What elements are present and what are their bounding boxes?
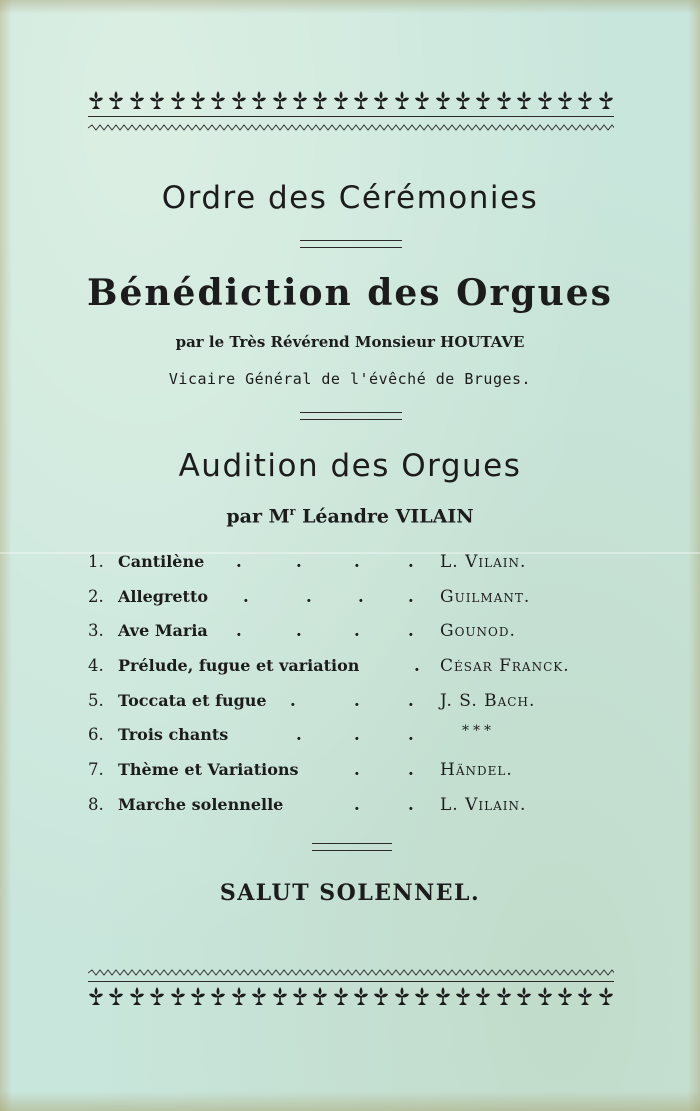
fleuron-icon [414, 90, 430, 112]
program-composer: Gounod. [440, 621, 516, 642]
performer-name: Léandre VILAIN [302, 505, 474, 528]
fleuron-icon [516, 986, 532, 1008]
fleuron-icon [598, 90, 614, 112]
fleuron-icon [170, 90, 186, 112]
fleuron-icon [108, 986, 124, 1008]
wave-line [88, 970, 614, 975]
program-piece: Prélude, fugue et variation [118, 656, 360, 676]
program-composer: J. S. Bach. [440, 690, 536, 711]
fleuron-icon [88, 90, 104, 112]
performer-line [0, 505, 700, 527]
program-number: 7. [88, 760, 104, 780]
fleuron-icon [435, 986, 451, 1008]
fleuron-icon [231, 986, 247, 1008]
program-composer-stars: *** [462, 723, 495, 740]
performer-prefix: par M [226, 505, 290, 528]
fleuron-icon [435, 90, 451, 112]
fleuron-icon [149, 986, 165, 1008]
officiant-line [0, 333, 700, 351]
fleuron-icon [88, 986, 104, 1008]
bottom-ornament-border [88, 962, 614, 1008]
fleuron-icon [537, 986, 553, 1008]
program-number: 8. [88, 794, 104, 814]
fleuron-icon [108, 90, 124, 112]
performer-prefix-sup: r [289, 505, 296, 518]
program-row: 7. . . Thème et Variations Händel. [88, 760, 513, 781]
fleuron-icon [598, 986, 614, 1008]
paper-edge-right [688, 0, 700, 1111]
divider-3 [312, 843, 392, 851]
fleuron-icon [537, 90, 553, 112]
officiant-prefix: par le Très Révérend Monsieur [175, 333, 435, 351]
fleuron-icon [272, 986, 288, 1008]
fleuron-icon [557, 986, 573, 1008]
divider-1 [300, 240, 402, 248]
fleuron-icon [414, 986, 430, 1008]
program-piece: Allegretto [118, 586, 208, 606]
fleuron-icon [210, 986, 226, 1008]
program-composer: Händel. [440, 760, 513, 781]
top-fleuron-row [88, 90, 614, 112]
program-piece: Toccata et fugue [118, 690, 267, 710]
fleuron-icon [353, 986, 369, 1008]
fleuron-icon [475, 90, 491, 112]
bottom-wave-rule [88, 969, 614, 977]
program-composer: L. Vilain. [440, 552, 527, 572]
fleuron-icon [455, 90, 471, 112]
audition-title: Audition des Orgues [178, 448, 522, 484]
fleuron-icon [292, 90, 308, 112]
program-composer: Guilmant. [440, 586, 531, 607]
program-row: 1. . . . . Cantilène L. Vilain. [88, 552, 527, 572]
benediction-title: Bénédiction des Orgues [87, 272, 613, 314]
fleuron-icon [190, 90, 206, 112]
fleuron-icon [210, 90, 226, 112]
fleuron-icon [312, 986, 328, 1008]
fleuron-icon [251, 986, 267, 1008]
fleuron-icon [149, 90, 165, 112]
fleuron-icon [394, 90, 410, 112]
program-row: 5. . . . Toccata et fugue J. S. Bach. [88, 690, 536, 711]
fleuron-icon [353, 90, 369, 112]
program-row: 2. . . . . Allegretto Guilmant. [88, 586, 531, 607]
program-number: 4. [88, 656, 104, 676]
fleuron-icon [394, 986, 410, 1008]
fleuron-icon [170, 986, 186, 1008]
fleuron-icon [129, 90, 145, 112]
fleuron-icon [333, 90, 349, 112]
top-wave-rule [88, 124, 614, 132]
paper-edge-top [0, 0, 700, 14]
fleuron-icon [455, 986, 471, 1008]
fleuron-icon [577, 90, 593, 112]
program-piece: Thème et Variations [118, 760, 299, 780]
paper-edge-bottom [0, 1091, 700, 1111]
program-number: 1. [88, 552, 104, 571]
program-number: 6. [88, 725, 104, 745]
fleuron-icon [516, 90, 532, 112]
program-piece: Trois chants [118, 725, 229, 745]
program-list [88, 548, 628, 826]
program-piece: Marche solennelle [118, 794, 284, 814]
fleuron-icon [475, 986, 491, 1008]
officiant-name: HOUTAVE [440, 333, 525, 351]
paper-edge-left [0, 0, 12, 1111]
ceremony-title: Ordre des Cérémonies [161, 180, 539, 216]
fleuron-icon [373, 986, 389, 1008]
program-number: 5. [88, 690, 104, 710]
bottom-fleuron-row [88, 986, 614, 1008]
officiant-role: Vicaire Général de l'évêché de Bruges. [168, 370, 532, 388]
program-piece: Cantilène [118, 552, 205, 571]
fleuron-icon [333, 986, 349, 1008]
fleuron-icon [577, 986, 593, 1008]
fleuron-icon [496, 90, 512, 112]
fleuron-icon [251, 90, 267, 112]
wave-line [88, 125, 614, 130]
program-row: 6. . . . Trois chants *** [88, 723, 495, 745]
fleuron-icon [373, 90, 389, 112]
program-row: 4. . Prélude, fugue et variation César Franck. [88, 656, 570, 677]
program-number: 2. [88, 586, 104, 606]
top-ornament-border [88, 90, 614, 136]
fleuron-icon [312, 90, 328, 112]
program-piece: Ave Maria [118, 621, 208, 641]
fleuron-icon [190, 986, 206, 1008]
fleuron-icon [557, 90, 573, 112]
fleuron-icon [272, 90, 288, 112]
fleuron-icon [496, 986, 512, 1008]
program-number: 3. [88, 621, 104, 641]
program-row: 3. . . . . Ave Maria Gounod. [88, 621, 516, 642]
fleuron-icon [292, 986, 308, 1008]
divider-2 [300, 412, 402, 420]
top-rule [88, 116, 614, 117]
salut-solennel: SALUT SOLENNEL. [219, 880, 481, 906]
fleuron-icon [129, 986, 145, 1008]
program-composer: César Franck. [440, 656, 570, 677]
bottom-rule [88, 981, 614, 982]
fleuron-icon [231, 90, 247, 112]
program-row: 8. . . Marche solennelle L. Vilain. [88, 794, 527, 815]
program-composer: L. Vilain. [440, 794, 527, 815]
